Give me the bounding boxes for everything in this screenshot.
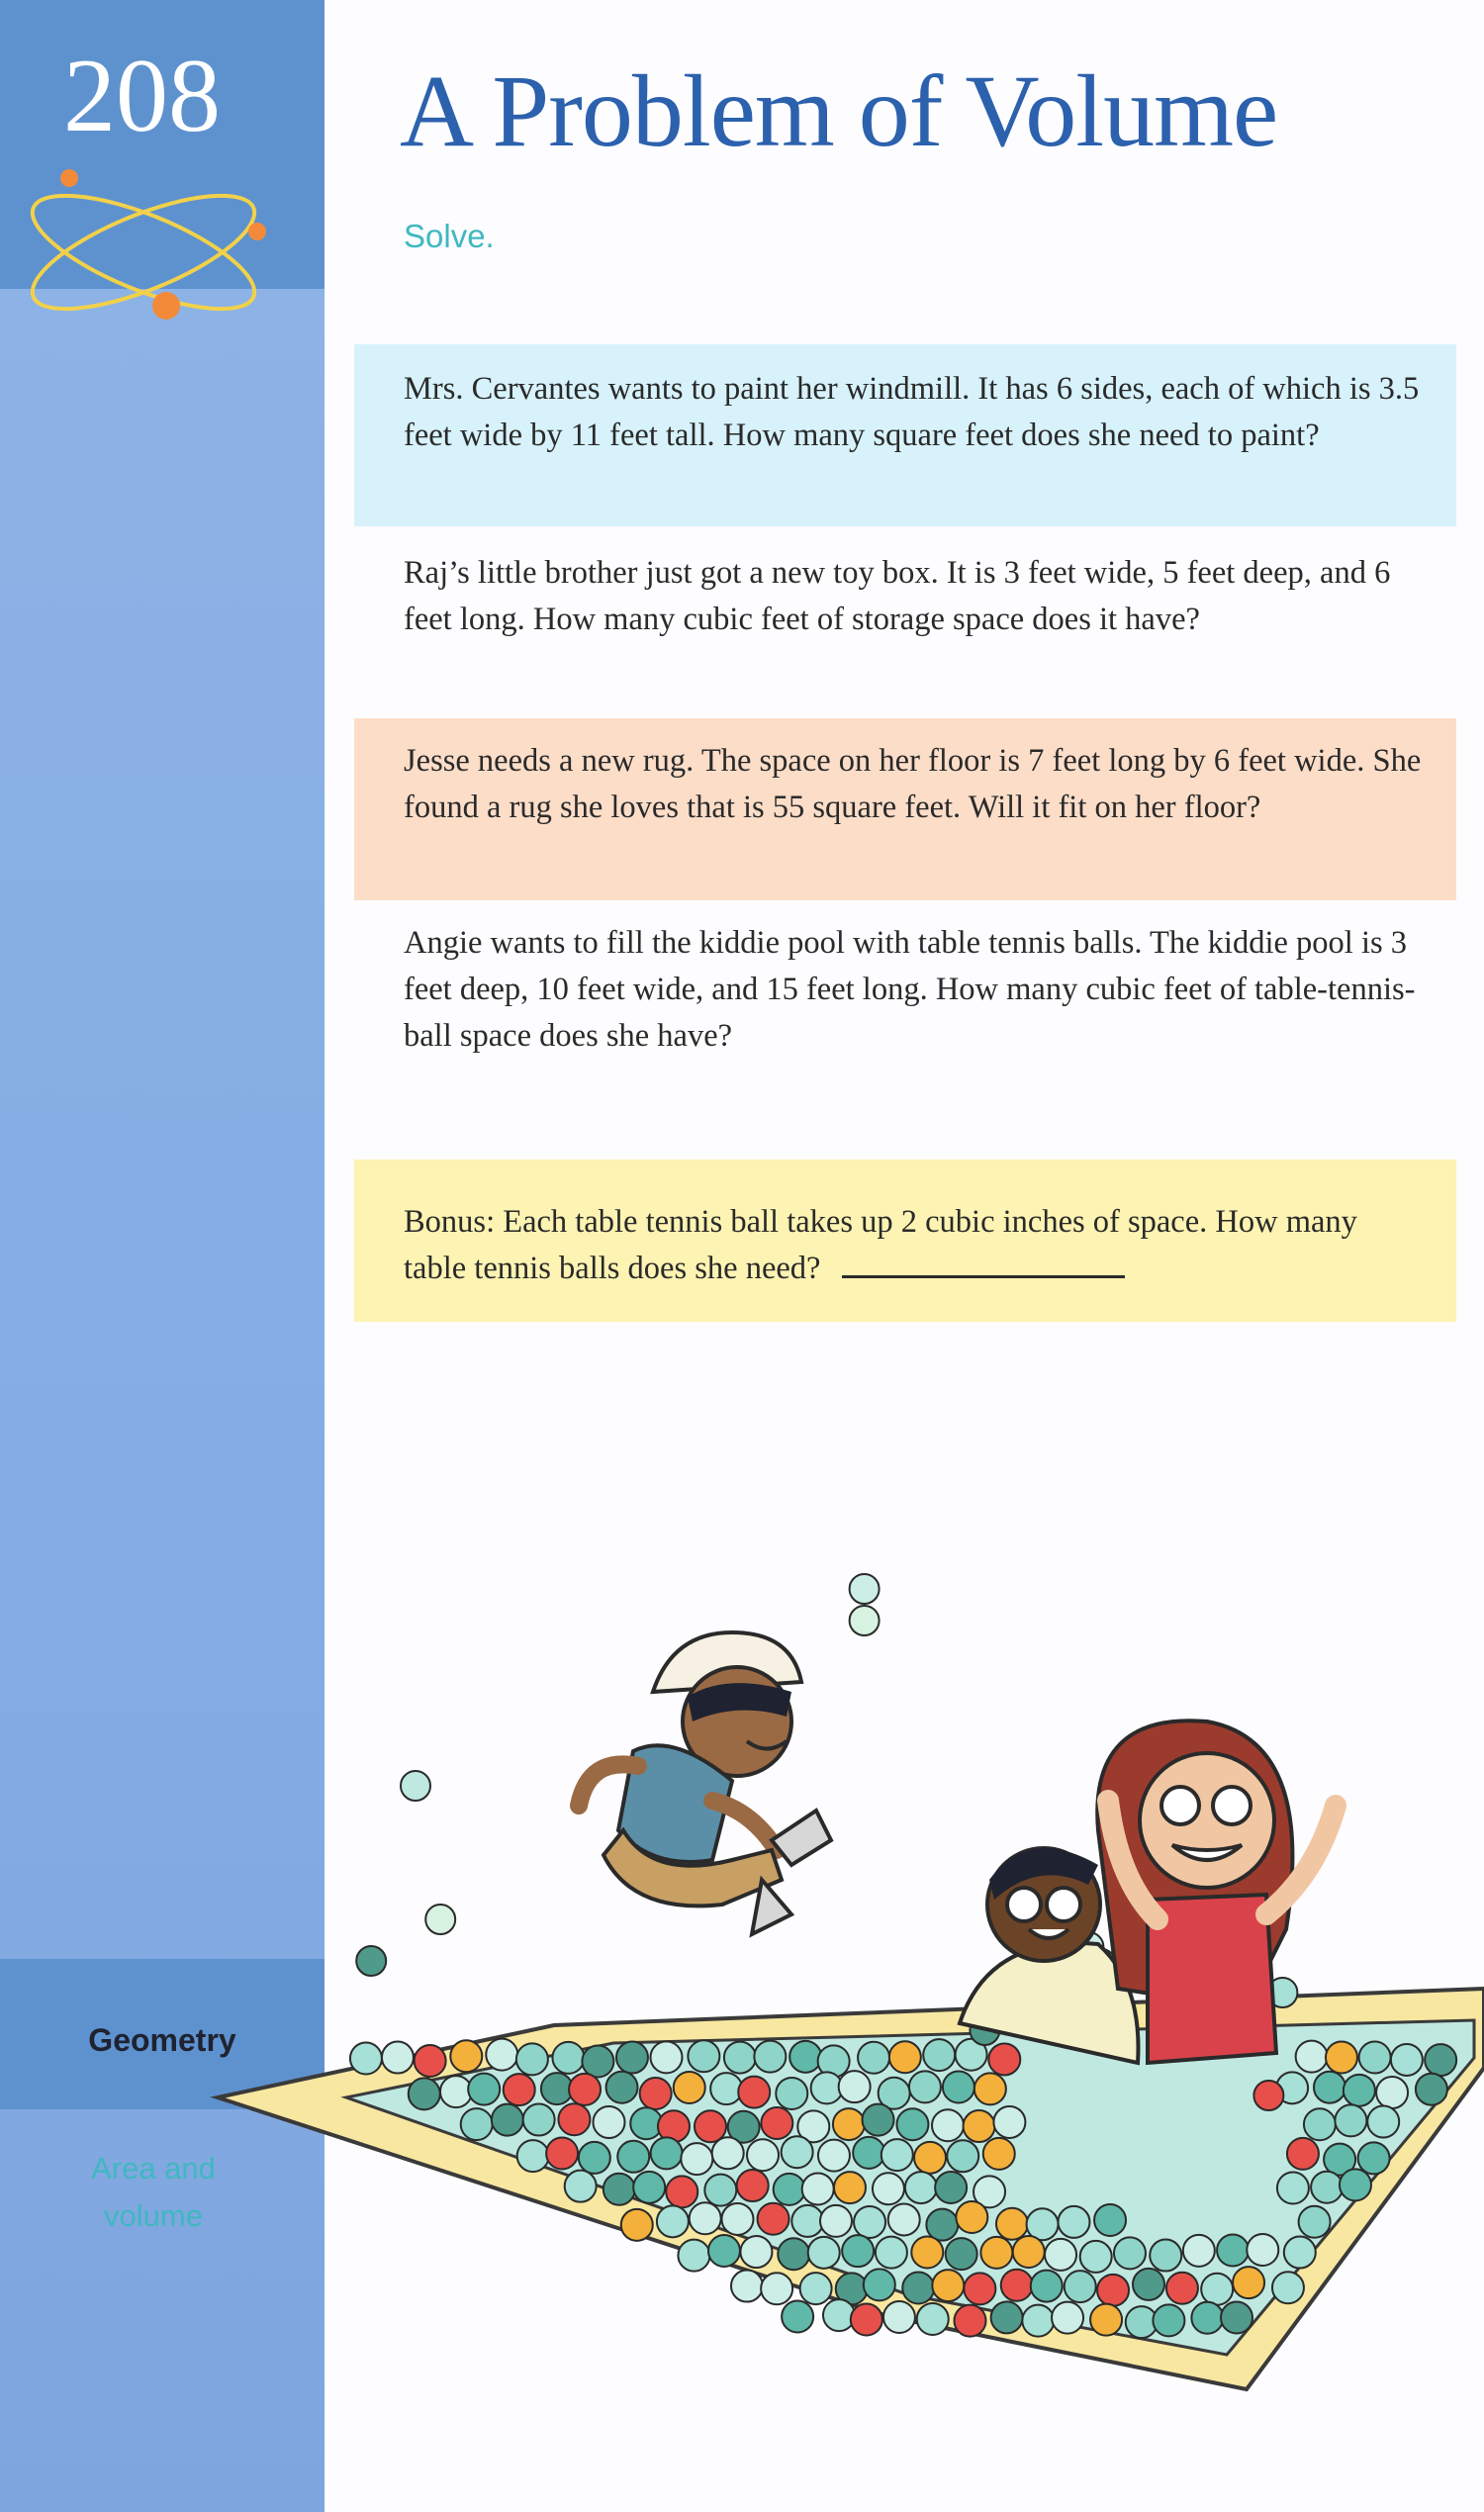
bonus-text: Bonus: Each table tennis ball takes up 2 cubic inches of space. How many table tennis balls does she need? — [404, 1204, 1357, 1286]
ball — [651, 2041, 683, 2073]
ball — [1314, 2072, 1345, 2103]
ball — [789, 2041, 821, 2073]
ball — [761, 2273, 792, 2304]
floating-ball — [850, 1574, 880, 1604]
ball — [889, 2041, 921, 2073]
floating-ball — [1253, 2081, 1283, 2110]
ball — [1367, 2106, 1399, 2138]
ball — [932, 2109, 964, 2141]
ball — [504, 2074, 535, 2105]
ball — [983, 2138, 1015, 2170]
problem-4 — [354, 920, 1456, 1088]
ball — [800, 2273, 832, 2304]
ball — [1296, 2041, 1328, 2073]
ball — [594, 2106, 625, 2138]
ball-pit-illustration — [198, 1504, 1484, 2512]
ball — [911, 2236, 943, 2268]
ball — [737, 2170, 769, 2201]
ball — [738, 2077, 770, 2108]
ball — [956, 2201, 987, 2233]
ball — [450, 2040, 482, 2072]
ball — [876, 2237, 907, 2269]
ball — [823, 2299, 855, 2331]
ball — [690, 2202, 721, 2234]
atom-icon — [20, 148, 267, 356]
ball — [740, 2236, 772, 2268]
ball — [974, 2073, 1006, 2104]
ball — [1221, 2301, 1252, 2333]
ball — [606, 2072, 638, 2103]
ball — [1311, 2172, 1343, 2203]
ball — [914, 2142, 946, 2174]
ball — [1114, 2237, 1146, 2269]
ball — [776, 2078, 807, 2109]
ball — [782, 2136, 813, 2168]
ball — [1080, 2241, 1112, 2273]
ball — [873, 2173, 904, 2204]
ball — [888, 2203, 920, 2235]
ball — [712, 2137, 744, 2169]
ball — [523, 2104, 555, 2136]
page-title: A Problem of Volume — [400, 54, 1278, 168]
ball — [350, 2042, 382, 2074]
ball — [802, 2173, 834, 2204]
ball — [492, 2104, 523, 2136]
problem-1 — [354, 344, 1456, 526]
ball — [1391, 2044, 1423, 2076]
ball — [1284, 2237, 1316, 2269]
ball — [1153, 2304, 1184, 2336]
ball — [1001, 2270, 1033, 2301]
ball — [820, 2205, 852, 2237]
ball — [1058, 2206, 1089, 2238]
ball — [947, 2140, 978, 2172]
ball — [1201, 2274, 1233, 2305]
ball — [617, 2141, 649, 2173]
ball — [657, 2205, 689, 2237]
problem-2 — [354, 550, 1456, 708]
problem-1-text: Mrs. Cervantes wants to paint her windmill. It has 6 sides, each of which is 3.5 feet wide by 11 feet tall. How many square feet does she need to paint? — [404, 371, 1420, 453]
ball — [1277, 2173, 1309, 2204]
ball — [558, 2103, 590, 2135]
ball — [552, 2042, 584, 2074]
ball — [778, 2238, 809, 2270]
ball — [633, 2172, 665, 2203]
ball — [382, 2042, 414, 2074]
ball — [666, 2176, 697, 2207]
ball — [704, 2175, 736, 2206]
ball — [1358, 2142, 1390, 2174]
floating-ball — [401, 1771, 430, 1801]
section-subtitle: Area and volume — [91, 2151, 216, 2233]
ball — [858, 2042, 889, 2074]
ball — [946, 2238, 977, 2270]
ball — [651, 2137, 683, 2169]
ball — [1340, 2169, 1371, 2200]
ball — [1376, 2077, 1408, 2108]
ball — [808, 2237, 840, 2269]
ball — [883, 2301, 915, 2333]
floating-ball — [850, 1606, 880, 1635]
ball — [991, 2301, 1023, 2333]
ball — [980, 2237, 1012, 2269]
ball — [1344, 2075, 1375, 2106]
ball — [565, 2171, 597, 2202]
ball — [603, 2174, 635, 2205]
ball — [678, 2240, 709, 2272]
problem-3 — [354, 718, 1456, 900]
ball — [864, 2269, 895, 2300]
ball — [839, 2071, 871, 2102]
ball — [1090, 2304, 1122, 2336]
ball — [724, 2042, 756, 2074]
ball — [996, 2208, 1028, 2240]
ball — [833, 2108, 865, 2140]
ball — [1233, 2267, 1264, 2298]
ball — [818, 2140, 850, 2172]
ball — [1359, 2042, 1391, 2074]
ball — [688, 2040, 719, 2072]
ball — [1022, 2305, 1054, 2337]
ball — [1150, 2240, 1181, 2272]
jumping-boy — [579, 1632, 831, 1934]
ball — [863, 2104, 894, 2136]
ball — [468, 2074, 500, 2105]
ball — [909, 2071, 941, 2102]
ball — [926, 2209, 958, 2241]
ball — [731, 2271, 763, 2302]
ball — [415, 2045, 446, 2077]
answer-line[interactable] — [842, 1275, 1125, 1278]
ball — [1052, 2302, 1083, 2334]
ball — [1247, 2234, 1278, 2266]
ball — [546, 2137, 578, 2169]
ball — [721, 2203, 753, 2235]
ball — [964, 2110, 995, 2142]
ball — [902, 2273, 934, 2304]
ball — [1133, 2269, 1164, 2300]
ball — [1272, 2272, 1304, 2303]
ball — [881, 2139, 913, 2171]
ball — [1304, 2108, 1336, 2140]
ball — [896, 2108, 928, 2140]
ball — [695, 2110, 726, 2142]
ball — [640, 2078, 672, 2109]
floating-ball — [356, 1946, 386, 1976]
ball — [1031, 2271, 1063, 2302]
ball — [955, 2305, 986, 2337]
ball — [988, 2043, 1020, 2075]
ball — [1065, 2271, 1096, 2302]
ball — [964, 2273, 995, 2304]
ball — [1416, 2074, 1447, 2105]
ball — [782, 2300, 813, 2332]
ball — [486, 2039, 517, 2071]
ball — [834, 2172, 866, 2203]
ball — [708, 2235, 740, 2267]
ball — [754, 2041, 786, 2073]
ball — [1013, 2236, 1045, 2268]
section-title: Geometry — [88, 2022, 236, 2058]
instruction: Solve. — [404, 218, 495, 254]
ball — [993, 2106, 1025, 2138]
ball — [1217, 2235, 1249, 2267]
problem-2-text: Raj’s little brother just got a new toy box. It is 3 feet wide, 5 feet deep, and 6 feet long. How many cubic feet of storage space does it have? — [404, 555, 1391, 637]
ball — [932, 2270, 964, 2301]
ball — [905, 2172, 937, 2203]
ball — [923, 2039, 955, 2071]
ball — [943, 2072, 974, 2103]
ball — [1287, 2138, 1319, 2170]
ball — [681, 2143, 712, 2175]
ball — [854, 2206, 885, 2238]
ball — [440, 2076, 472, 2107]
ball — [517, 2140, 549, 2172]
ball — [1326, 2042, 1357, 2074]
ball — [747, 2139, 779, 2171]
ball — [842, 2235, 874, 2267]
ball — [1166, 2273, 1198, 2304]
ball — [582, 2046, 613, 2078]
ball — [1335, 2104, 1366, 2136]
ball — [461, 2108, 493, 2140]
ball — [1425, 2044, 1456, 2076]
ball — [1191, 2302, 1223, 2334]
ball — [516, 2043, 548, 2075]
ball — [1299, 2206, 1331, 2238]
ball — [761, 2107, 792, 2139]
page-number: 208 — [63, 38, 221, 153]
ball — [621, 2209, 653, 2241]
ball — [853, 2137, 884, 2169]
ball — [1183, 2235, 1215, 2267]
ball — [616, 2042, 648, 2074]
floating-ball — [425, 1905, 455, 1934]
problem-4-text: Angie wants to fill the kiddie pool with table tennis balls. The kiddie pool is 3 feet deep, 10 feet wide, and 15 feet long. How many cubic feet of table-tennis-ball space does she have? — [404, 925, 1416, 1054]
ball — [569, 2074, 601, 2105]
ball — [774, 2174, 805, 2205]
problem-3-text: Jesse needs a new rug. The space on her floor is 7 feet long by 6 feet wide. She found a rug she loves that is 55 square feet. Will it fit on her floor? — [404, 743, 1422, 825]
bonus-problem — [354, 1160, 1456, 1322]
ball — [1094, 2204, 1126, 2236]
ball — [917, 2303, 949, 2335]
ball — [1045, 2239, 1076, 2271]
ball — [1097, 2275, 1129, 2306]
ball — [710, 2073, 742, 2104]
ball — [409, 2078, 440, 2109]
ball — [758, 2203, 789, 2235]
ball — [935, 2172, 967, 2203]
ball — [851, 2304, 882, 2336]
ball — [674, 2072, 705, 2103]
ball — [579, 2142, 610, 2174]
ball — [791, 2205, 823, 2237]
